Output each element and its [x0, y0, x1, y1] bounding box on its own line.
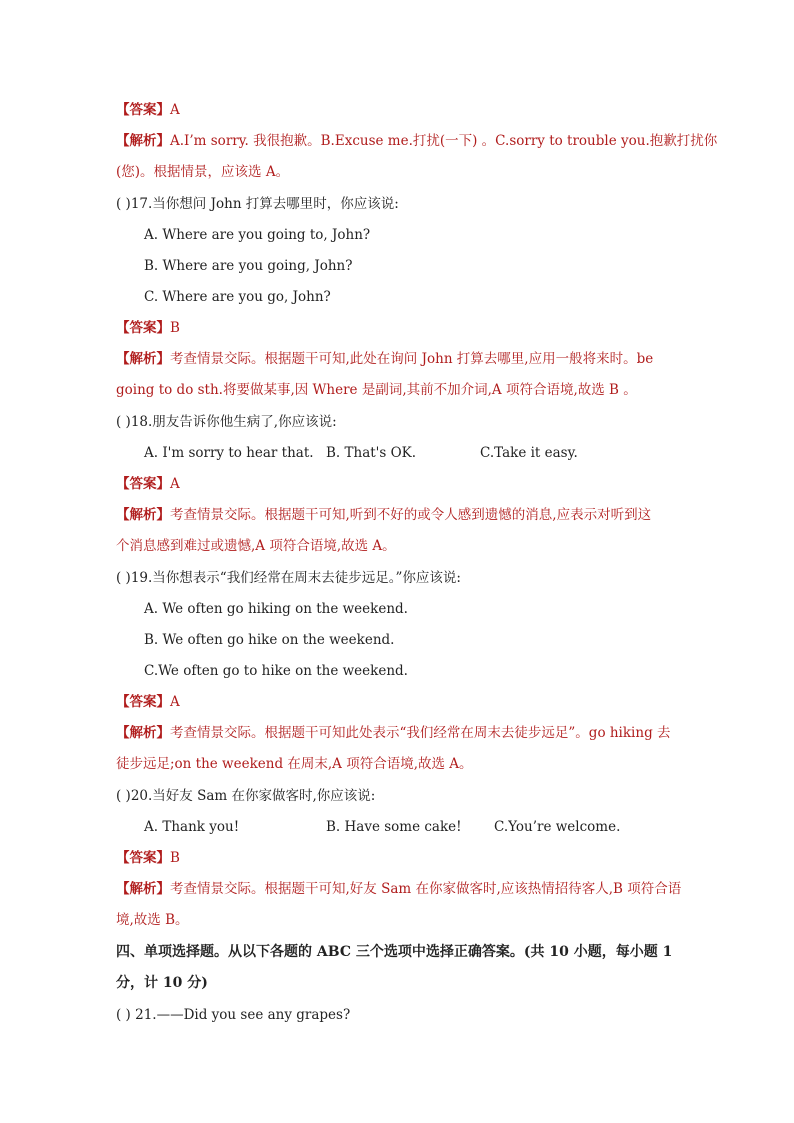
- q17-analysis-row: [116, 349, 686, 369]
- answer-value: A: [170, 694, 180, 710]
- answer-label: 【答案】: [116, 694, 170, 710]
- analysis-label: 【解析】: [116, 133, 170, 149]
- q18-stem: ( )18.朋友告诉你他生病了,你应该说:: [116, 414, 337, 430]
- q19-stem: ( )19.当你想表示“我们经常在周末去徒步远足。”你应该说:: [116, 570, 461, 586]
- q19-answer-row: [116, 692, 686, 712]
- q20-option-c: C.You’re welcome.: [494, 819, 621, 835]
- q18-analysis-cont: 个消息感到难过或遗憾,A 项符合语境,故选 A。: [116, 538, 396, 554]
- q19-option-a: A. We often go hiking on the weekend.: [144, 601, 408, 617]
- q16-answer-row: [116, 100, 686, 120]
- answer-label: 【答案】: [116, 102, 170, 118]
- answer-value: A: [170, 102, 180, 118]
- q17-option-a: A. Where are you going to, John?: [144, 227, 371, 243]
- q17-stem: ( )17.当你想问 John 打算去哪里时，你应该说:: [116, 196, 399, 212]
- q18-option-c: C.Take it easy.: [480, 445, 578, 461]
- q18-option-b: B. That's OK.: [326, 445, 417, 461]
- q17-analysis-cont: going to do sth.将要做某事,因 Where 是副词,其前不加介词,A 项符合语境,故选 B 。: [116, 382, 637, 398]
- q17-option-c: C. Where are you go, John?: [144, 289, 331, 305]
- section-heading: 四、单项选择题。从以下各题的 ABC 三个选项中选择正确答案。(共 10 小题，每小题 1: [116, 944, 673, 960]
- q20-analysis-cont: 境,故选 B。: [116, 912, 189, 928]
- answer-value: B: [170, 320, 180, 336]
- answer-label: 【答案】: [116, 320, 170, 336]
- q21-stem: ( ) 21.——Did you see any grapes?: [116, 1007, 351, 1023]
- q16-analysis-row: [116, 131, 718, 151]
- q17-option-b: B. Where are you going, John?: [144, 258, 353, 274]
- q18-option-a: A. I'm sorry to hear that.: [144, 445, 314, 461]
- q20-answer-row: [116, 848, 686, 868]
- analysis-label: 【解析】: [116, 351, 170, 367]
- q20-analysis-row: [116, 879, 686, 899]
- analysis-text: 考查情景交际。根据题干可知,此处在询问 John 打算去哪里,应用一般将来时。be: [170, 351, 654, 367]
- q19-option-b: B. We often go hike on the weekend.: [144, 632, 395, 648]
- analysis-text: 考查情景交际。根据题干可知,好友 Sam 在你家做客时,应该热情招待客人,B 项符合语: [170, 881, 682, 897]
- q20-stem: ( )20.当好友 Sam 在你家做客时,你应该说:: [116, 788, 376, 804]
- q17-answer-row: [116, 318, 686, 338]
- q20-option-b: B. Have some cake!: [326, 819, 462, 835]
- analysis-text: 考查情景交际。根据题干可知,听到不好的或令人感到遗憾的消息,应表示对听到这: [170, 507, 652, 523]
- q19-option-c: C.We often go to hike on the weekend.: [144, 663, 408, 679]
- answer-label: 【答案】: [116, 476, 170, 492]
- section-heading-cont: 分，计 10 分): [116, 975, 208, 991]
- q20-option-a: A. Thank you!: [144, 819, 240, 835]
- answer-value: A: [170, 476, 180, 492]
- analysis-text: A.I’m sorry. 我很抱歉。B.Excuse me.打扰(一下) 。C.sorry to trouble you.抱歉打扰你: [170, 133, 718, 149]
- analysis-text: 考查情景交际。根据题干可知此处表示“我们经常在周末去徒步远足”。go hiking 去: [170, 725, 671, 741]
- answer-value: B: [170, 850, 180, 866]
- q19-analysis-row: [116, 723, 686, 743]
- q18-analysis-row: [116, 505, 686, 525]
- q16-analysis-cont: (您)。根据情景，应该选 A。: [116, 164, 290, 180]
- analysis-label: 【解析】: [116, 725, 170, 741]
- q18-answer-row: [116, 474, 686, 494]
- q19-analysis-cont: 徒步远足;on the weekend 在周末,A 项符合语境,故选 A。: [116, 756, 473, 772]
- answer-label: 【答案】: [116, 850, 170, 866]
- analysis-label: 【解析】: [116, 881, 170, 897]
- analysis-label: 【解析】: [116, 507, 170, 523]
